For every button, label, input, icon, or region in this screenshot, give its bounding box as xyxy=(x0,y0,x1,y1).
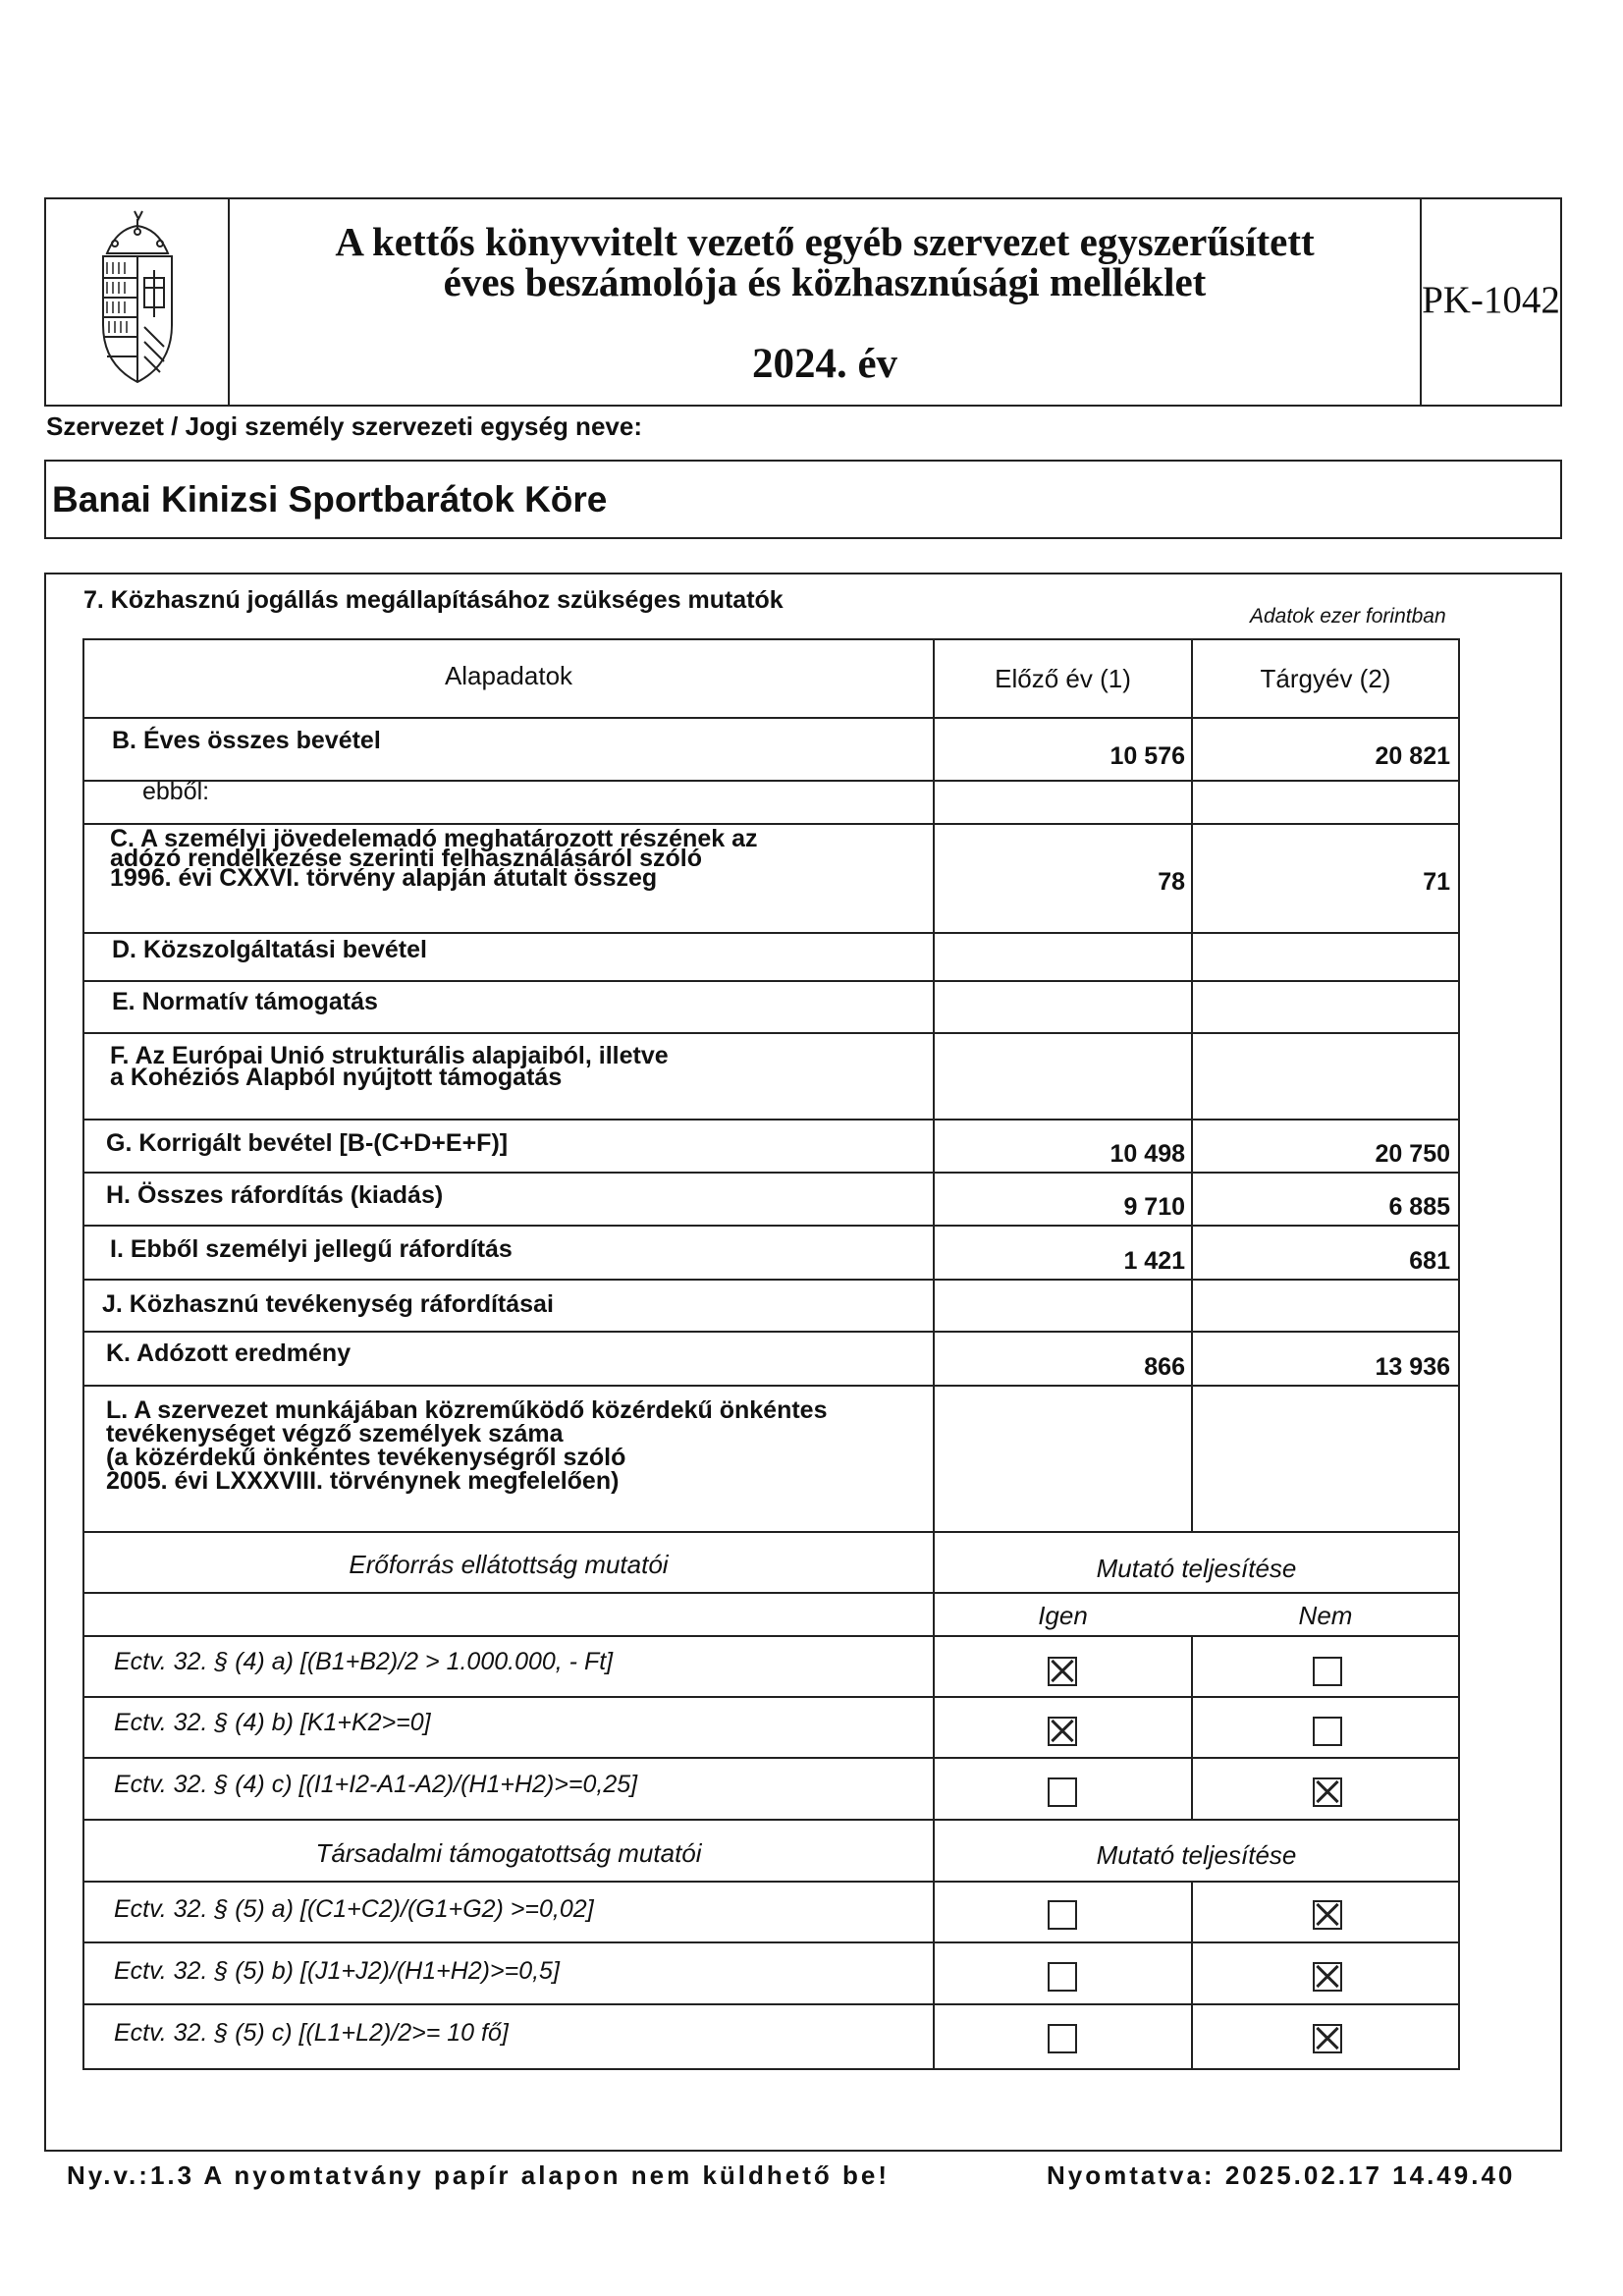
row-i-previous: 1 421 xyxy=(1123,1247,1185,1275)
coat-of-arms-cell xyxy=(46,199,230,405)
row-f-line-2: a Kohéziós Alapból nyújtott támogatás xyxy=(110,1064,563,1091)
form-title-cell xyxy=(230,199,1422,405)
form-header xyxy=(44,197,1562,407)
footer-print-timestamp: Nyomtatva: 2025.02.17 14.49.40 xyxy=(1047,2160,1516,2190)
social-row-c-formula: Ectv. 32. § (5) c) [(L1+L2)/2>= 10 fő] xyxy=(114,2019,509,2047)
row-l-line-1: L. A szervezet munkájában közreműködő közérdekű önkéntes xyxy=(106,1396,828,1424)
row-l-line-2: tevékenységet végző személyek száma xyxy=(106,1420,564,1448)
row-d-label: D. Közszolgáltatási bevétel xyxy=(112,936,427,963)
row-k-previous: 866 xyxy=(1144,1353,1185,1381)
row-g-previous: 10 498 xyxy=(1109,1140,1185,1168)
resource-row-c-yes-checkbox[interactable] xyxy=(1048,1777,1077,1807)
row-l-line-3: (a közérdekű önkéntes tevékenységről szóló xyxy=(106,1444,626,1471)
social-support-header: Társadalmi támogatottság mutatói xyxy=(315,1838,702,1868)
form-code-cell xyxy=(1422,199,1560,405)
footer-version-note: Ny.v.:1.3 A nyomtatvány papír alapon nem küldhető be! xyxy=(67,2160,891,2190)
row-h-label: H. Összes ráfordítás (kiadás) xyxy=(106,1181,444,1209)
column-header-no: Nem xyxy=(1298,1601,1353,1630)
row-e-label: E. Normatív támogatás xyxy=(112,988,378,1015)
row-l-line-4: 2005. évi LXXXVIII. törvénynek megfelelően) xyxy=(106,1467,620,1495)
social-row-c-no-checkbox[interactable] xyxy=(1313,2024,1342,2053)
row-g-current: 20 750 xyxy=(1375,1140,1450,1168)
column-header-yes: Igen xyxy=(1038,1601,1088,1630)
resource-row-b-yes-checkbox[interactable] xyxy=(1048,1717,1077,1746)
row-c-line-1: C. A személyi jövedelemadó meghatározott részének az xyxy=(110,825,758,852)
resources-header: Erőforrás ellátottság mutatói xyxy=(349,1550,669,1579)
row-i-current: 681 xyxy=(1409,1247,1450,1275)
column-header-basic-data: Alapadatok xyxy=(444,661,573,690)
form-code: PK-1042 xyxy=(1422,279,1560,321)
social-row-a-no-checkbox[interactable] xyxy=(1313,1900,1342,1930)
social-row-a-formula: Ectv. 32. § (5) a) [(C1+C2)/(G1+G2) >=0,02] xyxy=(114,1895,594,1923)
social-fulfillment-header: Mutató teljesítése xyxy=(1096,1840,1297,1870)
row-f-line-1: F. Az Európai Unió strukturális alapjaiból, illetve xyxy=(110,1042,669,1069)
social-row-b-yes-checkbox[interactable] xyxy=(1048,1962,1077,1992)
column-header-previous-year: Előző év (1) xyxy=(995,664,1131,693)
social-row-b-formula: Ectv. 32. § (5) b) [(J1+J2)/(H1+H2)>=0,5] xyxy=(114,1957,560,1985)
row-c-previous: 78 xyxy=(1158,868,1185,896)
row-h-previous: 9 710 xyxy=(1123,1193,1185,1221)
resource-row-a-formula: Ectv. 32. § (4) a) [(B1+B2)/2 > 1.000.000, - Ft] xyxy=(114,1648,614,1675)
coat-of-arms-icon xyxy=(46,199,230,405)
organization-name: Banai Kinizsi Sportbarátok Köre xyxy=(52,479,608,519)
organization-name-field xyxy=(44,460,1562,539)
row-c-line-3: 1996. évi CXXVI. törvény alapján átutalt összeg xyxy=(110,864,658,892)
row-l-label xyxy=(106,1398,827,1493)
resource-row-a-yes-checkbox[interactable] xyxy=(1048,1657,1077,1686)
row-of-which-label: ebből: xyxy=(142,778,210,805)
resource-row-b-formula: Ectv. 32. § (4) b) [K1+K2>=0] xyxy=(114,1709,431,1736)
row-k-label: K. Adózott eredmény xyxy=(106,1339,352,1367)
form-year: 2024. év xyxy=(751,341,898,387)
unit-note: Adatok ezer forintban xyxy=(1250,605,1446,628)
social-row-a-yes-checkbox[interactable] xyxy=(1048,1900,1077,1930)
row-c-current: 71 xyxy=(1423,868,1450,896)
row-c-label xyxy=(110,825,758,892)
row-k-current: 13 936 xyxy=(1375,1353,1450,1381)
resource-row-b-no-checkbox[interactable] xyxy=(1313,1717,1342,1746)
row-b-label: B. Éves összes bevétel xyxy=(112,727,381,754)
resource-row-a-no-checkbox[interactable] xyxy=(1313,1657,1342,1686)
social-row-c-yes-checkbox[interactable] xyxy=(1048,2024,1077,2053)
social-row-b-no-checkbox[interactable] xyxy=(1313,1962,1342,1992)
row-i-label: I. Ebből személyi jellegű ráfordítás xyxy=(110,1235,513,1263)
row-f-label xyxy=(110,1042,669,1091)
row-b-current: 20 821 xyxy=(1375,742,1450,770)
resource-row-c-no-checkbox[interactable] xyxy=(1313,1777,1342,1807)
section-title: 7. Közhasznú jogállás megállapításához szükséges mutatók xyxy=(83,586,784,614)
row-h-current: 6 885 xyxy=(1388,1193,1450,1221)
row-b-previous: 10 576 xyxy=(1109,742,1185,770)
resources-fulfillment-header: Mutató teljesítése xyxy=(1096,1554,1297,1583)
organization-label: Szervezet / Jogi személy szervezeti egység neve: xyxy=(46,411,642,441)
form-title-line-2: éves beszámolója és közhasznúsági melléklet xyxy=(443,259,1207,304)
row-c-line-2: adózó rendelkezése szerinti felhasználásáról szóló xyxy=(110,845,702,872)
row-j-label: J. Közhasznú tevékenység ráfordításai xyxy=(102,1290,554,1318)
form-title-line-1: A kettős könyvvitelt vezető egyéb szervezet egyszerűsített xyxy=(335,219,1315,264)
row-g-label: G. Korrigált bevétel [B-(C+D+E+F)] xyxy=(106,1129,509,1157)
resource-row-c-formula: Ectv. 32. § (4) c) [(I1+I2-A1-A2)/(H1+H2)>=0,25] xyxy=(114,1771,638,1798)
column-header-current-year: Tárgyév (2) xyxy=(1260,664,1391,693)
